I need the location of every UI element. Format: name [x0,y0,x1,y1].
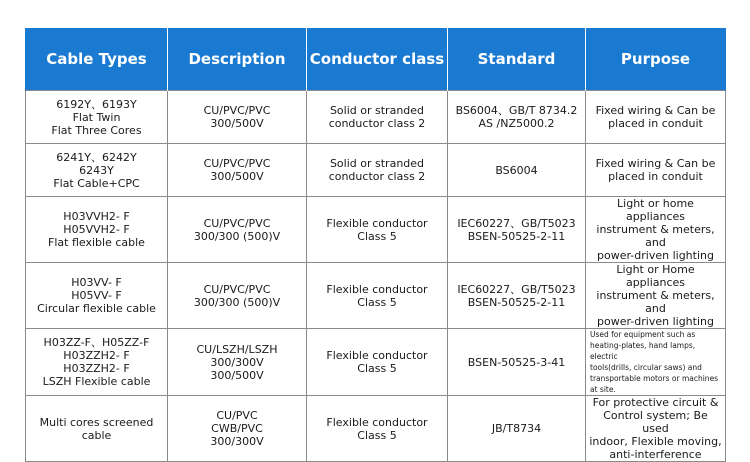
table-row [26,396,726,462]
header-description: Description [168,28,307,91]
cell-purpose: Fixed wiring & Can be placed in conduit [586,91,726,144]
cell-standard: BS6004 [448,144,586,197]
table-row [26,144,726,197]
cell-conductor-class: Solid or stranded conductor class 2 [307,144,448,197]
cell-conductor-class: Solid or stranded conductor class 2 [307,91,448,144]
cell-description: CU/PVC/PVC 300/300 (500)V [168,197,307,263]
cable-spec-table [25,28,726,462]
header-row [26,28,726,91]
cell-conductor-class: Flexible conductor Class 5 [307,197,448,263]
cell-purpose: For protective circuit & Control system; Be used indoor, Flexible moving, anti-interference [586,396,726,462]
table-row [26,329,726,396]
header-standard: Standard [448,28,586,91]
cell-description: CU/LSZH/LSZH 300/300V 300/500V [168,329,307,396]
cell-purpose: Light or Home appliances instrument & meters, and power-driven lighting [586,263,726,329]
cell-description: CU/PVC/PVC 300/500V [168,91,307,144]
cell-standard: JB/T8734 [448,396,586,462]
cell-cable-type: Multi cores screened cable [26,396,168,462]
cell-standard: BSEN-50525-3-41 [448,329,586,396]
cell-standard: BS6004、GB/T 8734.2 AS /NZ5000.2 [448,91,586,144]
table-row [26,263,726,329]
cell-cable-type: 6192Y、6193Y Flat Twin Flat Three Cores [26,91,168,144]
cell-standard: IEC60227、GB/T5023 BSEN-50525-2-11 [448,263,586,329]
cell-description: CU/PVC/PVC 300/300 (500)V [168,263,307,329]
table-row [26,91,726,144]
cell-standard: IEC60227、GB/T5023 BSEN-50525-2-11 [448,197,586,263]
cell-description: CU/PVC CWB/PVC 300/300V [168,396,307,462]
cell-purpose: Light or home appliances instrument & meters, and power-driven lighting [586,197,726,263]
cell-cable-type: H03ZZ-F、H05ZZ-F H03ZZH2- F H03ZZH2- F LSZH Flexible cable [26,329,168,396]
table-row [26,197,726,263]
cell-description: CU/PVC/PVC 300/500V [168,144,307,197]
cell-cable-type: H03VV- F H05VV- F Circular flexible cable [26,263,168,329]
header-purpose: Purpose [586,28,726,91]
header-conductor-class: Conductor class [307,28,448,91]
cell-cable-type: H03VVH2- F H05VVH2- F Flat flexible cable [26,197,168,263]
cell-purpose: Used for equipment such as heating-plates, hand lamps, electric tools(drills, circular saws) and transportable motors or machines at site. [586,329,726,396]
cell-conductor-class: Flexible conductor Class 5 [307,263,448,329]
cell-purpose: Fixed wiring & Can be placed in conduit [586,144,726,197]
cell-conductor-class: Flexible conductor Class 5 [307,329,448,396]
cell-cable-type: 6241Y、6242Y 6243Y Flat Cable+CPC [26,144,168,197]
header-cable-types: Cable Types [26,28,168,91]
cell-conductor-class: Flexible conductor Class 5 [307,396,448,462]
